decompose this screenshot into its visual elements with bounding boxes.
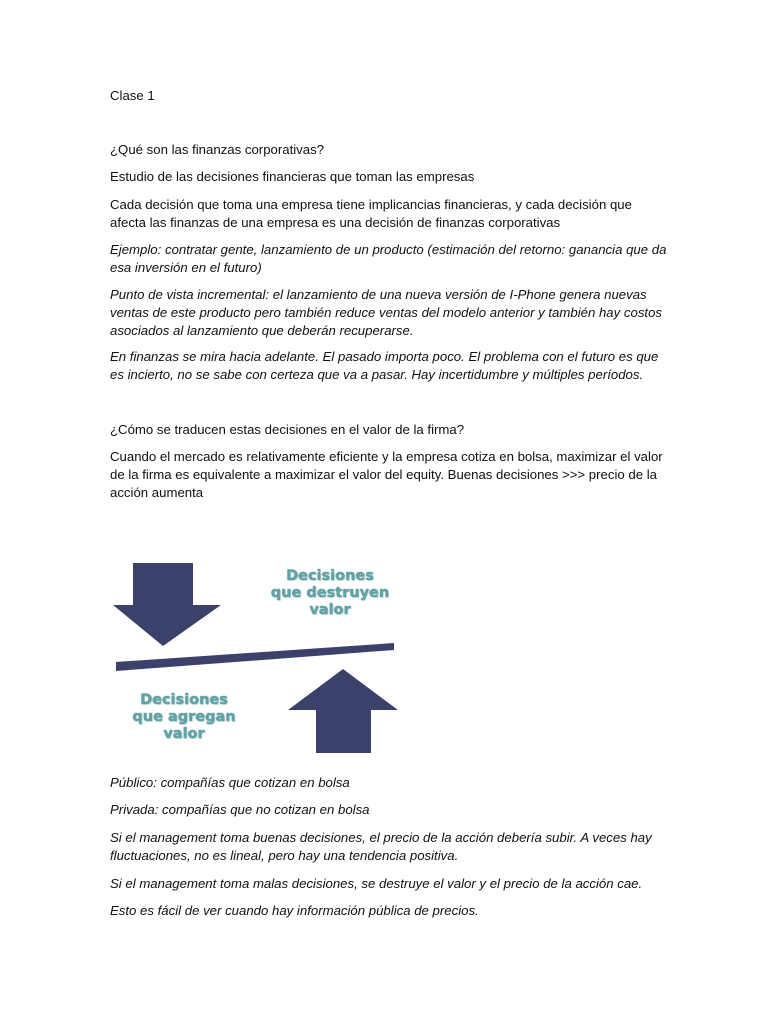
destroy-value-label xyxy=(260,568,400,619)
balance-beam xyxy=(116,643,394,671)
public-definition: Público: compañías que cotizan en bolsa xyxy=(110,775,350,790)
down-arrow-icon xyxy=(113,563,221,646)
good-management-paragraph: Si el management toma buenas decisiones, el precio de la acción debería subir. A veces hay fluctuaciones, no es lineal, pero hay una tendencia positiva. xyxy=(110,830,652,863)
destroy-value-label-line: que destruyen xyxy=(270,585,390,601)
private-definition: Privada: compañías que no cotizan en bolsa xyxy=(110,802,370,817)
value-balance-figure xyxy=(110,555,410,760)
add-value-label-line: que agregan xyxy=(132,709,236,725)
market-paragraph: Cuando el mercado es relativamente eficiente y la empresa cotiza en bolsa, maximizar el valor de la firma es equivalente a maximizar el valor del equity. Buenas decisiones >>> precio de la acción aumenta xyxy=(110,449,663,500)
question-heading: ¿Cómo se traducen estas decisiones en el valor de la firma? xyxy=(110,422,465,437)
definition-paragraph: Estudio de las decisiones financieras que toman las empresas xyxy=(110,169,475,184)
add-value-label xyxy=(114,692,254,743)
add-value-label-line: valor xyxy=(163,726,205,742)
statement-paragraph: Cada decisión que toma una empresa tiene implicancias financieras, y cada decisión que afecta las finanzas de una empresa es una decisión de finanzas corporativas xyxy=(110,197,632,230)
bad-management-paragraph: Si el management toma malas decisiones, se destruye el valor y el precio de la acción cae. xyxy=(110,876,643,891)
future-paragraph: En finanzas se mira hacia adelante. El pasado importa poco. El problema con el futuro es que es incierto, no se sabe con certeza que va a pasar. Hay incertidumbre y múltiples períodos. xyxy=(110,349,659,382)
question-heading: ¿Qué son las finanzas corporativas? xyxy=(110,142,325,157)
destroy-value-label-line: Decisiones xyxy=(286,568,374,584)
up-arrow-icon xyxy=(288,669,398,753)
incremental-paragraph: Punto de vista incremental: el lanzamiento de una nueva versión de I-Phone genera nuevas ventas de este producto pero también reduce ventas del modelo anterior y también hay costos asociados al lanzamiento que deberán recuperarse. xyxy=(110,287,663,338)
info-paragraph: Esto es fácil de ver cuando hay información pública de precios. xyxy=(110,903,479,918)
add-value-label-line: Decisiones xyxy=(140,692,228,708)
heading: Clase 1 xyxy=(110,88,155,103)
example-paragraph: Ejemplo: contratar gente, lanzamiento de un producto (estimación del retorno: ganancia que da esa inversión en el futuro) xyxy=(110,242,667,275)
destroy-value-label-line: valor xyxy=(309,602,351,618)
